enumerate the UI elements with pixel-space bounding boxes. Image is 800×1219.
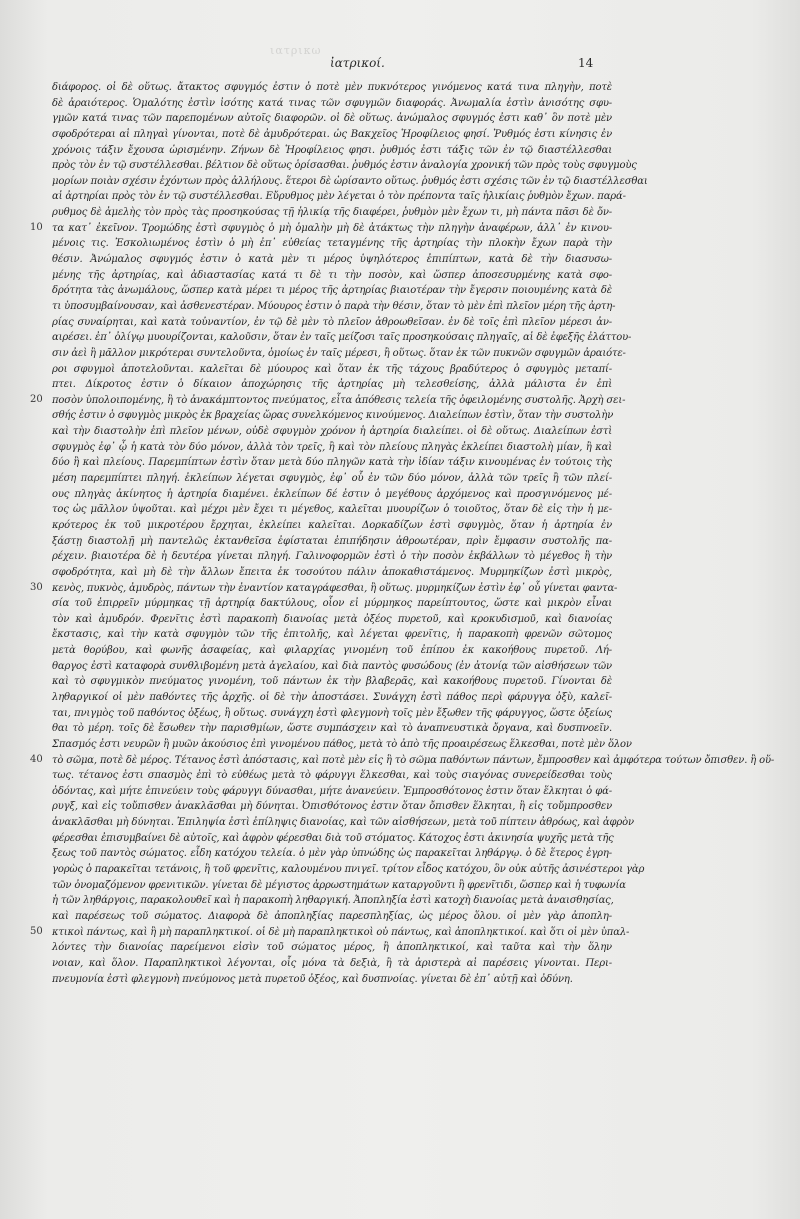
text-line: ἀνακλᾶσθαι μὴ δύνηται. Ἐπιληψία ἐστὶ ἐπίληψις διανοίας, καὶ τῶν αἰσθήσεων, μετὰ τοῦ πίπτειν ἀθρόως, καὶ ἀφρὸν	[52, 817, 634, 829]
line-number-marker: 40	[30, 753, 43, 765]
text-line: καὶ παρέσεως τοῦ σώματος. Διαφορὰ δὲ ἀποπληξίας παρεσπληξίας, ὡς μέρος ὅλου. οἱ μὲν γὰρ ἀποπλη-	[52, 910, 612, 922]
text-line: γμῶν κατά τινας τῶν παρεπομένων αὐτοῖς διαφορῶν. οἱ δὲ οὕτως. ἀνώμαλος σφυγμός ἐστι καθ᾽ ὃν ποτὲ μὲν	[52, 113, 612, 125]
text-line: τὸ σῶμα, ποτὲ δὲ μέρος. Τέτανος ἐστὶ ἀπόστασις, καὶ ποτὲ μὲν εἰς ἣ τὸ σῶμα παθόντων πάντων, ἔμπροσθεν καὶ ἀμφότερα τούτων ὄπισθεν. ἢ οὕ-	[52, 754, 775, 766]
line-number-marker: 10	[30, 221, 43, 233]
text-line: σία τοῦ ἐπιρρεῖν μύρμηκας τῇ ἀρτηρίᾳ δακτύλους, οἷον εἰ μύρμηκος παρείπτουτος, ὥστε καὶ μικρὸν εἶναι	[52, 598, 612, 610]
text-line: ποσὸν ὑπολοιπομένης, ἢ τὸ ἀνακάμπτοντος πνεύματος, εἶτα ἀπόθεσις τελεία τῆς ὀφειλομένης συστολῆς. Ἀρχὴ σει-	[52, 394, 626, 406]
text-line: σφοδρότεραι αἱ πληγαὶ γίνονται, ποτὲ δὲ ἀμυδρότεραι. ὡς Βακχεῖος Ἡροφίλειος φησί. Ῥυθμός ἐστι κίνησις ἐν	[52, 128, 612, 140]
text-line: ρίας συναίρηται, καὶ κατὰ τοὐναντίον, ἐν τῷ δὲ μὲν τὸ πλεῖον ἀθροωθεῖσαν. ἐν δὲ τοῖς ἐπὶ πλεῖον μέρεσι ἀν-	[52, 316, 612, 328]
text-line: τος ὡς μᾶλλον ὑψοῦται. καὶ μέχρι μὲν ἔχει τι μέγεθος, καλεῖται μυουρίζων ὁ τοιοῦτος, ὅταν δὲ εἰς τὴν ἡ με-	[52, 504, 612, 516]
text-line: αιρέσει. ἐπ᾽ ὀλίγῳ μυουρίζονται, καλοῦσιν, ὅταν ἐν ταῖς μείζοσι ταῖς προσηκούσαις πληγαῖς, αἱ δὲ ἐφεξῆς ἐλάττου-	[52, 332, 632, 344]
text-line: θαργος ἐστὶ καταφορὰ συνθλιβομένη μετὰ ἀγελαίου, καὶ διὰ παντὸς φυσώδους (ἐν ἀτονίᾳ τῶν αἰσθήσεων τῶν	[52, 660, 612, 672]
text-line: θέσιν. Ἀνώμαλος σφυγμός ἐστιν ὁ κατὰ μὲν τι μέρος ὑψηλότερος ἐπιπίπτων, κατὰ δὲ τὴν διασυσω-	[52, 254, 612, 266]
text-line: πνευμονία ἐστὶ φλεγμονὴ πνεύμονος μετὰ πυρετοῦ ὀξέος, καὶ δυσπνοίας. γίνεται δὲ ἐπ᾽ αὐτῇ καὶ ὀδύνη.	[52, 973, 573, 985]
text-line: γορὼς ὁ παρακεῖται τετάνοις, ἢ τοῦ φρενῖτις, καλουμένου πνιγεῖ. τρίτον εἶδος κατόχου, ὃν οὐκ αὐτῆς ἀσινέστεροι γὰρ	[52, 864, 645, 876]
text-line: διάφορος. οἱ δὲ οὕτως. ἄτακτος σφυγμός ἐστιν ὁ ποτὲ μὲν πυκνότερος γινόμενος κατά τινα πληγὴν, ποτὲ	[52, 82, 612, 93]
text-line: μετὰ θορύβου, καὶ φωνῆς ἀσαφείας, καὶ φιλαρχίας γινομένη τοῦ ἐπίπου ἐκ κακοήθους πυρετοῦ. Λή-	[52, 645, 612, 657]
text-line: νοιαν, καὶ ὅλον. Παραπληκτικοὶ λέγονται, οἷς μόνα τὰ δεξιὰ, ἢ τὰ ἀριστερὰ αἱ παρέσεις γίνονται. Περι-	[52, 957, 612, 969]
greek-text-body	[52, 80, 775, 987]
text-line: μορίων ποιὰν σχέσιν ἐχόντων πρὸς ἀλλήλους. ἕτεροι δὲ ὡρίσαντο οὕτως. ῥυθμός ἐστι σχέσις τῶν ἐν τῷ διαστέλλεσθαι	[52, 175, 648, 187]
bleed-through-text: ιατρικω	[270, 44, 322, 57]
text-line: Σπασμός ἐστι νευρῶν ἢ μυῶν ἀκούσιος ἐπὶ γινομένου πάθος, μετὰ τὸ ἀπὸ τῆς προαιρέσεως ἕλκεσθαι, ποτὲ μὲν ὅλον	[52, 738, 632, 750]
text-line: ληθαργικοί οἱ μὲν παθόντες τῆς ἀρχῆς. οἱ δὲ τὴν ἀποστάσει. Συνάγχη ἐστὶ πάθος περὶ φάρυγγα ὀξὺ, καλεῖ-	[52, 691, 612, 703]
text-line: φέρεσθαι ἐπισυμβαίνει δὲ αὐτοῖς, καὶ ἀφρὸν φέρεσθαι διὰ τοῦ στόματος. Κάτοχος ἐστι ἀκινησία ψυχῆς μετὰ τῆς	[52, 832, 614, 844]
text-line: πρὸς τὸν ἐν τῷ συστέλλεσθαι. βέλτιον δὲ οὕτως ὁρίσασθαι. ῥυθμός ἐστιν ἀναλογία χρονική τῶν πρὸς τοὺς σφυγμοὺς	[52, 160, 637, 172]
text-line: σφυγμὸς ἐφ᾽ ᾧ ἡ κατὰ τὸν δύο μόνον, ἀλλὰ τὸν τρεῖς, ἢ καὶ τὸν πλείους πληγὰς ἐκλείπει διαστολὴ μίαν, ἢ καὶ	[52, 441, 612, 453]
text-line: τα κατ᾽ ἐκεῖνον. Τρομώδης ἐστὶ σφυγμὸς ὁ μὴ ὁμαλὴν μὴ δὲ ἀτάκτως τὴν πληγὴν ἀναφέρων, ἀλλ᾽ ἐν κινου-	[52, 222, 612, 234]
text-line: δύο ἢ καὶ πλείους. Παρεμπίπτων ἐστὶν ὅταν μετὰ δύο πληγῶν κατὰ τὴν ἰδίαν τάξιν κινουμένας ἐν τούτοις τὴς	[52, 457, 612, 469]
text-line: μένης τῆς ἀρτηρίας, καὶ ἀδιαστασίας κατά τι δὲ τι τὴν ποσὸν, καὶ ὥσπερ ἀποσεσυρμένης κατὰ σφο-	[52, 269, 612, 281]
text-line: ἔκστασις, καὶ τὴν κατὰ σφυγμὸν τῶν τῆς ἐπιτολῆς, καὶ λέγεται φρενῖτις, ἡ παρακοπὴ φρενῶν σῶτομος	[52, 629, 612, 641]
text-line: ροι σφυγμοὶ ἀποτελοῦνται. καλεῖται δὲ μύουρος καὶ ὅταν ἐκ τῆς τάχους βραδύτερος ὁ σφυγμὸς μεταπί-	[52, 363, 612, 375]
page-header	[0, 56, 800, 74]
text-line: κτικοὶ πάντως, καὶ ἢ μὴ παραπληκτικοί. οἱ δὲ μὴ παραπληκτικοὶ οὐ πάντως, καὶ ἀποπληκτικοί. καὶ ὅτι οἱ μὲν ὑπαλ-	[52, 926, 630, 938]
text-line: κενὸς, πυκνὸς, ἀμυδρὸς, πάντων τὴν ἐναντίον καταγράφεσθαι, ἢ οὕτως. μυρμηκίζων ἐστὶν ἐφ᾽ οὗ γίνεται φαντα-	[52, 582, 618, 594]
line-number-marker: 50	[30, 926, 43, 938]
text-line: μένοις τις. Ἐσκολιωμένος ἐστὶν ὁ μὴ ἐπ᾽ εὐθείας τεταγμένης τῆς ἀρτηρίας τὴν πλοκὴν ἔχων παρὰ τὴν	[52, 238, 612, 250]
text-line: κρότερος ἐκ τοῦ μικροτέρου ἔρχηται, ἐκλείπει καλεῖται. Δορκαδίζων ἐστὶ σφυγμὸς, ὅταν ἡ ἀρτηρία ἐν	[52, 519, 612, 531]
text-line: δρότητα τὰς ἀνωμάλους, ὥσπερ κατὰ μέρει τι μέρος τῆς ἀρτηρίας βιαιοτέραν τὴν ἔγερσιν ποιουμένης κατὰ δὲ	[52, 285, 612, 297]
line-number-marker: 30	[30, 581, 43, 593]
text-line: αἱ ἀρτηρίαι πρὸς τὸν ἐν τῷ συστέλλεσθαι. Εὔρυθμος μὲν λέγεται ὁ τὸν πρέποντα ταῖς ἡλικίαις ῥυθμὸν ἔχων. παρά-	[52, 191, 626, 203]
text-line: ρυγξ, καὶ εἰς τοὔπισθεν ἀνακλᾶσθαι μὴ δύνηται. Ὀπισθότονος ἐστιν ὅταν ὄπισθεν ἕλκηται, ἢ εἰς τοὔμπροσθεν	[52, 801, 612, 813]
text-line: τῶν ὀνομαζόμενον φρενιτικῶν. γίνεται δὲ μέγιστος ἀρρωστημάτων καταργοῦντι ἢ φρενῖτιδι, ὥσπερ καὶ ἡ τυφωνία	[52, 879, 626, 891]
text-line: μέση παρεμπίπτει πληγή. ἐκλείπων λέγεται σφυγμὸς, ἐφ᾽ οὗ ἐν τῶν δύο μόνον, ἀλλὰ τῶν τρεῖς ἢ τῶν πλεί-	[52, 473, 612, 485]
text-line: σφοδρότητα, καὶ μὴ δὲ τὴν ἄλλων ἔπειτα ἐκ τοσούτου πάλιν ἀποκαθιστάμενος. Μυρμηκίζων ἐστὶ μικρὸς,	[52, 566, 612, 578]
text-line: καὶ τὴν διαστολὴν ἐπὶ πλεῖον μένων, οὐδὲ σφυγμὸν χρόνον ἡ ἀρτηρία διαλείπει. οἱ δὲ οὕτως. Διαλείπων ἐστὶ	[52, 426, 612, 438]
text-line: λόντες τὴν διανοίας παρείμενοι εἰσὶν τοῦ σώματος μέρος, ἢ ἀποπληκτικοί, καὶ ταῦτα καὶ τὴν ὅλην	[52, 942, 612, 954]
text-line: πτει. Δίκροτος ἐστιν ὁ δίκαιον ἀποχώρησις τῆς ἀρτηρίας μὴ τελεσθείσης, ἀλλὰ μάλιστα ἐν ἐπὶ	[52, 379, 612, 391]
text-line: τως. τέτανος ἐστι σπασμὸς ἐπὶ τὸ εὐθέως μετὰ τὸ φάρυγγι ἕλκεσθαι, καὶ τοὺς σιαγόνας συνερείδεσθαι τοὺς	[52, 770, 612, 782]
text-line: ὀδόντας, καὶ μήτε ἐπινεύειν τοὺς φάρυγγι δύνασθαι, μήτε ἀνανεύειν. Ἐμπροσθότονος ἐστιν ὅταν ἕλκηται ὁ φά-	[52, 785, 612, 797]
text-line: ται, πνιγμὸς τοῦ παθόντος ὀξέως, ἢ οὕτως. συνάγχη ἐστὶ φλεγμονὴ τοῖς μὲν ἔξωθεν τῆς φάρυγγος, ὥστε ὀξείως	[52, 707, 612, 719]
page-number: 14	[578, 56, 594, 70]
text-line: ξάστῃ διαστολῇ μὴ παντελῶς ἐκτανθεῖσα ἐφίσταται ἐπιπήδησιν ἀθροωτέραν, πρὶν ἔμφασιν συστολῆς πα-	[52, 535, 612, 547]
text-line: ἡ τῶν ληθάργοις, παρακολουθεῖ καὶ ἡ παρακοπὴ ληθαργική. Ἀποπληξία ἐστὶ κατοχὴ διανοίας μετὰ ἀναισθησίας,	[52, 895, 614, 907]
text-line: σθής ἐστιν ὁ σφυγμὸς μικρὸς ἐκ βραχείας ὥρας συνελκόμενος κινούμενος. Διαλείπων ἐστὶν, ὅταν τὴν συστολὴν	[52, 410, 614, 422]
text-line: θαι τὸ μέρη. τοῖς δὲ ἔσωθεν τὴν παρισθμίων, ὥστε συμπάσχειν καὶ τὸ ἀναπνευστικὰ ὄργανα, καὶ δυσπνοεῖν.	[52, 723, 612, 735]
line-number-marker: 20	[30, 394, 43, 405]
text-line: ρέχειν. βιαιοτέρα δὲ ἡ δευτέρα γίνεται πληγή. Γαλινοφορμῶν ἐστὶ ὁ τὴν ποσὸν ἐκβάλλων τὸ μέγεθος ἢ τὴν	[52, 551, 612, 563]
text-line: σιν ἀεὶ ἢ μᾶλλον μικρότεραι συντελοῦντα, ὁμοίως ἐν ταῖς μέρεσι, ἢ οὕτως. ὅταν ἐκ τῶν πυκνῶν σφυγμῶν ἀραιότε-	[52, 347, 626, 359]
text-line: ρυθμος δὲ ἀμελὴς τὸν πρὸς τὰς προσηκούσας τῇ ἡλικίᾳ τῆς διαφέρει, ῥυθμὸν μὲν ἔχων τι, μὴ πάντα πᾶσι δὲ ὄν-	[52, 207, 612, 219]
text-line: ους πληγὰς ἀκίνητος ἡ ἀρτηρία διαμένει. ἐκλείπων δέ ἐστιν ὁ μεγέθους ἀρχόμενος καὶ προσγινόμενος μέ-	[52, 488, 612, 500]
text-line: χρόνοις τάξιν ἔχουσα ὡρισμένην. Ζήνων δὲ Ἡροφίλειος φησι. ῥυθμός ἐστι τάξις τῶν ἐν τῷ διαστέλλεσθαι	[52, 144, 612, 156]
running-head: ἰατρικοί.	[330, 56, 385, 70]
text-line: καὶ τὸ σφυγμικὸν πνεύματος γινομένη, τοῦ πάντων ἐκ τὴν βλαβερᾶς, καὶ κακοήθους πυρετοῦ. Γίνονται δὲ	[52, 676, 612, 688]
text-line: δὲ ἀραιότερος. Ὁμαλότης ἐστὶν ἰσότης κατά τινας τῶν σφυγμῶν διαφοράς. Ἀνωμαλία ἐστὶν ἀνισότης σφυ-	[52, 97, 612, 109]
text-line: τι ὑποσυμβαίνουσαν, καὶ ἀσθενεστέραν. Μύουρος ἐστιν ὁ παρὰ τὴν θέσιν, ὅταν τὸ μὲν ἐπὶ πλεῖον μέρη τῆς ἀρτη-	[52, 300, 616, 312]
text-line: τὸν καὶ ἀμυδρόν. Φρενῖτις ἐστὶ παρακοπὴ διανοίας μετὰ ὀξέος πυρετοῦ, καὶ κροκυδισμοῦ, καὶ διανοίας	[52, 613, 612, 625]
text-line: ξεως τοῦ παντὸς σώματος. εἶδη κατόχου τελεία. ὁ μὲν γὰρ ὑπνώδης ὡς παρακεῖται ληθάργῳ. ὁ δὲ ἕτερος ἐγρη-	[52, 848, 612, 860]
